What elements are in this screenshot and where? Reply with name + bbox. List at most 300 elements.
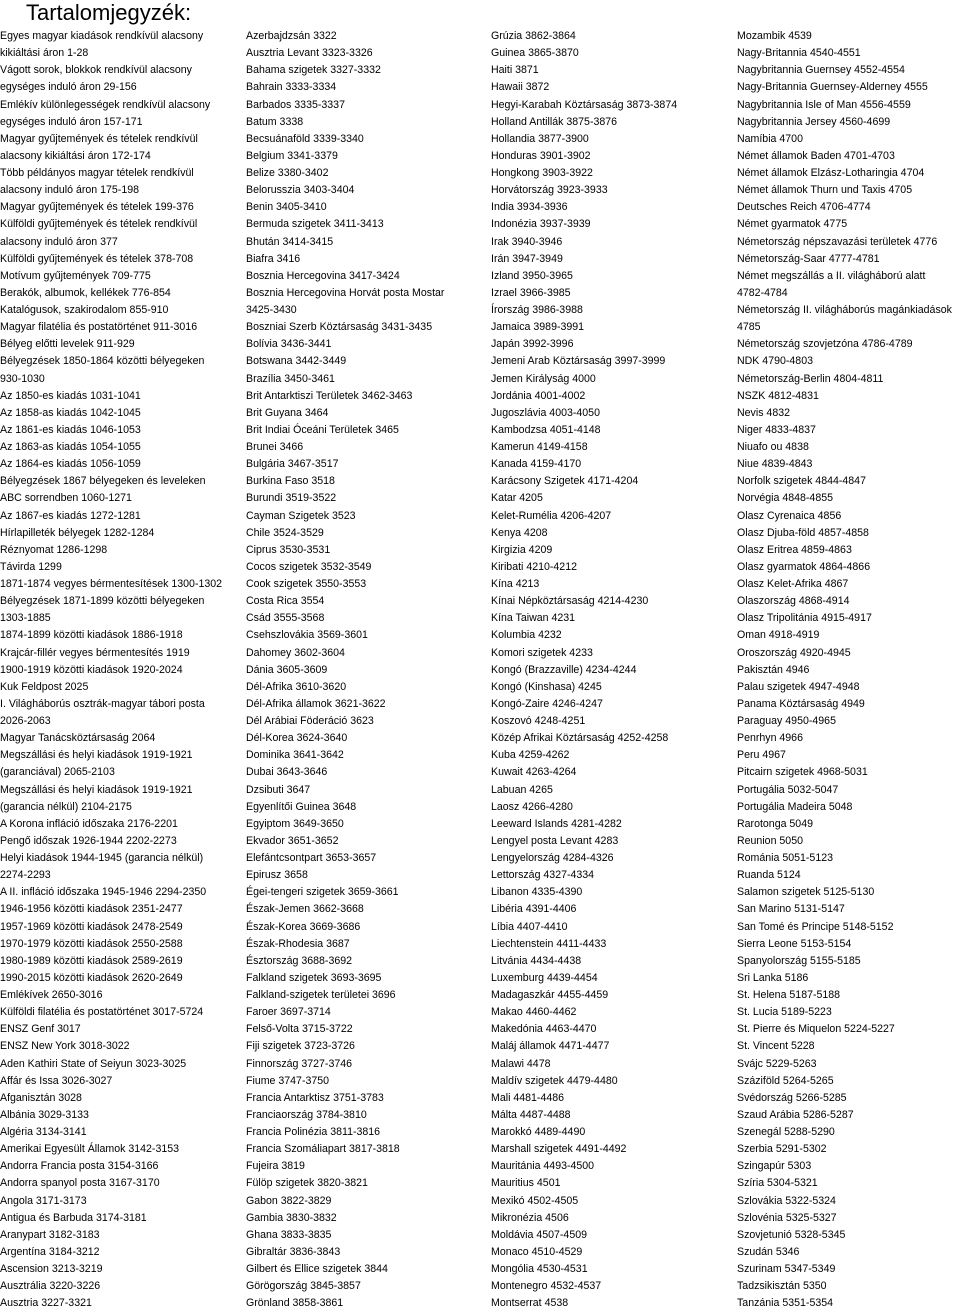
- toc-entry: Tadzsikisztán 5350: [737, 1280, 827, 1293]
- toc-entry: Bahama szigetek 3327-3332: [246, 64, 381, 77]
- toc-entry: Jemeni Arab Köztársaság 3997-3999: [491, 355, 666, 368]
- toc-entry: Argentína 3184-3212: [0, 1245, 100, 1258]
- toc-entry: (garanciával) 2065-2103: [0, 766, 115, 779]
- toc-entry: Németország szovjetzóna 4786-4789: [737, 338, 913, 351]
- toc-entry: Litvánia 4434-4438: [491, 954, 582, 967]
- toc-entry: India 3934-3936: [491, 201, 568, 214]
- toc-entry: Spanyolország 5155-5185: [737, 954, 861, 967]
- toc-entry: Dahomey 3602-3604: [246, 646, 345, 659]
- toc-entry: Külföldi gyűjtemények és tételek 378-708: [0, 252, 194, 265]
- toc-entry: Libanon 4335-4390: [491, 886, 583, 899]
- page-title: Tartalomjegyzék:: [26, 0, 192, 25]
- toc-entry: Barbados 3335-3337: [246, 98, 345, 111]
- toc-entry: Málta 4487-4488: [491, 1108, 571, 1121]
- toc-entry: Bulgária 3467-3517: [246, 458, 339, 471]
- toc-entry: Azerbajdzsán 3322: [246, 30, 337, 42]
- toc-entry: Oroszország 4920-4945: [737, 646, 851, 659]
- toc-entry: Nagy-Britannia 4540-4551: [737, 47, 861, 60]
- toc-entry: Sri Lanka 5186: [737, 971, 809, 984]
- toc-entry: Bhután 3414-3415: [246, 235, 334, 248]
- toc-entry: Fiume 3747-3750: [246, 1074, 330, 1087]
- toc-entry: Niuafo ou 4838: [737, 441, 809, 453]
- toc-entry: Szenegál 5288-5290: [737, 1126, 835, 1138]
- toc-entry: Bélyegzések 1867 bélyegeken és leveleken: [0, 475, 206, 488]
- toc-entry: Közép Afrikai Köztársaság 4252-4258: [491, 732, 669, 745]
- toc-entry: St. Helena 5187-5188: [737, 989, 841, 1001]
- toc-entry: Elefántcsontpart 3653-3657: [246, 852, 377, 864]
- toc-entry: Moldávia 4507-4509: [491, 1228, 588, 1241]
- toc-entry: Dominika 3641-3642: [246, 749, 344, 762]
- toc-entry: Paraguay 4950-4965: [737, 715, 836, 727]
- toc-entry: Mikronézia 4506: [491, 1211, 569, 1224]
- toc-entry: Becsuánaföld 3339-3340: [246, 132, 364, 145]
- toc-entry: Kongó (Kinshasa) 4245: [491, 680, 602, 693]
- toc-entry: egységes induló áron 157-171: [0, 115, 143, 128]
- toc-entry: Nagybritannia Isle of Man 4556-4559: [737, 98, 911, 111]
- toc-entry: Guinea 3865-3870: [491, 47, 579, 60]
- toc-entry: Indonézia 3937-3939: [491, 218, 591, 231]
- toc-entry: Németország-Berlin 4804-4811: [737, 372, 884, 385]
- toc-entry: Kolumbia 4232: [491, 629, 562, 642]
- toc-entry: 1874-1899 közötti kiadások 1886-1918: [0, 629, 183, 642]
- toc-entry: Dél-Afrika 3610-3620: [246, 680, 347, 693]
- toc-entry: Hongkong 3903-3922: [491, 167, 593, 179]
- toc-entry: Szlovénia 5325-5327: [737, 1211, 837, 1224]
- toc-entry: Izland 3950-3965: [491, 269, 573, 282]
- toc-entry: Grúzia 3862-3864: [491, 30, 576, 42]
- toc-entry: San Tomé és Principe 5148-5152: [737, 920, 894, 933]
- toc-entry: Német megszállás a II. világháború alatt: [737, 269, 926, 282]
- toc-entry: Burkina Faso 3518: [246, 475, 335, 488]
- toc-entry: Irak 3940-3946: [491, 235, 563, 248]
- toc-entry: Pakisztán 4946: [737, 663, 810, 676]
- toc-entry: Nagybritannia Guernsey 4552-4554: [737, 64, 905, 77]
- toc-entry: Maldív szigetek 4479-4480: [491, 1074, 618, 1087]
- toc-entry: Emlékív különlegességek rendkívül alacsony: [0, 98, 211, 111]
- toc-entry: Megszállási és helyi kiadások 1919-1921: [0, 783, 193, 796]
- toc-entry: Ekvador 3651-3652: [246, 834, 339, 847]
- toc-entry: 1980-1989 közötti kiadások 2589-2619: [0, 954, 183, 967]
- toc-entry: Kuk Feldpost 2025: [0, 680, 89, 693]
- toc-entry: Rarotonga 5049: [737, 817, 813, 830]
- toc-entry: 1900-1919 közötti kiadások 1920-2024: [0, 663, 183, 676]
- toc-entry: Az 1850-es kiadás 1031-1041: [0, 389, 141, 402]
- toc-entry: Ascension 3213-3219: [0, 1263, 103, 1275]
- toc-entry: Burundi 3519-3522: [246, 492, 337, 505]
- toc-entry: Bahrain 3333-3334: [246, 81, 337, 94]
- toc-entry: Német gyarmatok 4775: [737, 218, 848, 231]
- toc-entry: Mexikó 4502-4505: [491, 1194, 579, 1207]
- toc-entry: St. Pierre és Miquelon 5224-5227: [737, 1023, 895, 1036]
- toc-entry: Afganisztán 3028: [0, 1091, 82, 1104]
- toc-entry: Belgium 3341-3379: [246, 149, 338, 162]
- toc-entry: Nagy-Britannia Guernsey-Alderney 4555: [737, 81, 928, 94]
- toc-entry: Krajcár-fillér vegyes bérmentesítés 1919: [0, 646, 190, 659]
- toc-entry: Svédország 5266-5285: [737, 1091, 847, 1104]
- toc-entry: Penrhyn 4966: [737, 732, 803, 745]
- toc-entry: Libéria 4391-4406: [491, 903, 577, 916]
- toc-entry: Szudán 5346: [737, 1245, 800, 1258]
- toc-entry: Montserrat 4538: [491, 1297, 569, 1310]
- toc-entry: Kanada 4159-4170: [491, 458, 582, 471]
- toc-entry: Brit Antarktiszi Területek 3462-3463: [246, 389, 413, 402]
- toc-entry: Kenya 4208: [491, 526, 548, 539]
- toc-entry: Mongólia 4530-4531: [491, 1263, 588, 1275]
- toc-entry: Bosznia Hercegovina 3417-3424: [246, 269, 400, 282]
- toc-entry: Egyes magyar kiadások rendkívül alacsony: [0, 30, 204, 42]
- toc-entry: Jugoszlávia 4003-4050: [491, 406, 600, 419]
- toc-entry: Külföldi filatélia és postatörténet 3017-5724: [0, 1006, 204, 1019]
- toc-entry: Niger 4833-4837: [737, 423, 816, 436]
- toc-entry: Katar 4205: [491, 492, 543, 505]
- toc-entry: Fiji szigetek 3723-3726: [246, 1040, 355, 1053]
- toc-entry: Chile 3524-3529: [246, 526, 324, 539]
- toc-entry: Észak-Jemen 3662-3668: [246, 903, 364, 916]
- toc-entry: Koszovó 4248-4251: [491, 715, 586, 727]
- toc-entry: Karácsony Szigetek 4171-4204: [491, 475, 639, 488]
- toc-entry: ENSZ New York 3018-3022: [0, 1040, 130, 1053]
- toc-entry: 2026-2063: [0, 715, 51, 727]
- toc-entry: I. Világháborús osztrák-magyar tábori posta: [0, 697, 205, 710]
- toc-entry: Holland Antillák 3875-3876: [491, 115, 618, 128]
- toc-entry: Szovjetunió 5328-5345: [737, 1228, 846, 1241]
- toc-entry: Románia 5051-5123: [737, 852, 834, 864]
- toc-entry: Panama Köztársaság 4949: [737, 697, 865, 710]
- toc-entry: Egyiptom 3649-3650: [246, 817, 344, 830]
- toc-entry: 1303-1885: [0, 612, 51, 625]
- toc-entry: Az 1858-as kiadás 1042-1045: [0, 406, 141, 419]
- toc-entry: Olasz gyarmatok 4864-4866: [737, 560, 871, 573]
- toc-entry: Labuan 4265: [491, 783, 553, 796]
- toc-entry: Olasz Tripolitánia 4915-4917: [737, 612, 872, 625]
- toc-entry: Namíbia 4700: [737, 132, 803, 145]
- toc-entry: Andorra Francia posta 3154-3166: [0, 1160, 159, 1173]
- toc-entry: Kínai Népköztársaság 4214-4230: [491, 595, 649, 608]
- toc-entry: Irán 3947-3949: [491, 252, 563, 265]
- toc-entry: NSZK 4812-4831: [737, 389, 819, 402]
- toc-entry: Leeward Islands 4281-4282: [491, 817, 622, 830]
- toc-entry: Ausztria Levant 3323-3326: [246, 47, 373, 60]
- toc-entry: kikiáltási áron 1-28: [0, 47, 89, 60]
- toc-entry: Az 1864-es kiadás 1056-1059: [0, 458, 141, 471]
- toc-entry: 3425-3430: [246, 304, 297, 316]
- toc-entry: Ausztria 3227-3321: [0, 1297, 92, 1310]
- toc-entry: Oman 4918-4919: [737, 629, 820, 642]
- toc-entry: Cocos szigetek 3532-3549: [246, 560, 372, 573]
- toc-entry: Hegyi-Karabah Köztársaság 3873-3874: [491, 98, 678, 111]
- toc-entry: Lengyelország 4284-4326: [491, 852, 614, 864]
- toc-entry: Németország népszavazási területek 4776: [737, 235, 938, 248]
- toc-entry: Magyar gyűjtemények és tételek rendkívül: [0, 132, 198, 145]
- toc-entry: Magyar gyűjtemények és tételek 199-376: [0, 201, 194, 214]
- toc-entry: Botswana 3442-3449: [246, 355, 347, 368]
- toc-entry: 1957-1969 közötti kiadások 2478-2549: [0, 920, 183, 933]
- toc-entry: Hollandia 3877-3900: [491, 132, 589, 145]
- toc-entry: Kína Taiwan 4231: [491, 612, 576, 625]
- toc-entry: Az 1867-es kiadás 1272-1281: [0, 509, 141, 522]
- toc-entry: 930-1030: [0, 372, 45, 385]
- toc-entry: Észtország 3688-3692: [246, 954, 353, 967]
- toc-entry: Japán 3992-3996: [491, 338, 574, 351]
- toc-entry: Németország-Saar 4777-4781: [737, 252, 880, 265]
- toc-entry: Megszállási és helyi kiadások 1919-1921: [0, 749, 193, 762]
- toc-entry: Costa Rica 3554: [246, 595, 325, 608]
- toc-entry: Hawaii 3872: [491, 81, 550, 94]
- toc-entry: Andorra spanyol posta 3167-3170: [0, 1177, 160, 1190]
- toc-entry: Szíria 5304-5321: [737, 1177, 818, 1190]
- toc-entry: Dánia 3605-3609: [246, 663, 328, 676]
- toc-entry: Bolívia 3436-3441: [246, 338, 332, 351]
- toc-entry: Dél-Afrika államok 3621-3622: [246, 697, 386, 710]
- toc-entry: Angola 3171-3173: [0, 1194, 87, 1207]
- toc-entry: Haiti 3871: [491, 64, 539, 77]
- toc-entry: Olasz Cyrenaica 4856: [737, 509, 842, 522]
- toc-entry: Portugália 5032-5047: [737, 783, 839, 796]
- toc-entry: San Marino 5131-5147: [737, 903, 845, 916]
- toc-entry: Benin 3405-3410: [246, 201, 327, 214]
- toc-entry: Malawi 4478: [491, 1057, 551, 1070]
- toc-entry: Makedónia 4463-4470: [491, 1023, 597, 1036]
- toc-entry: Sierra Leone 5153-5154: [737, 937, 852, 950]
- toc-entry: Brit Guyana 3464: [246, 406, 329, 419]
- toc-entry: Pitcairn szigetek 4968-5031: [737, 766, 868, 779]
- toc-entry: Bélyegzések 1871-1899 közötti bélyegeken: [0, 595, 205, 608]
- toc-entry: A Korona infláció időszaka 2176-2201: [0, 817, 178, 830]
- toc-entry: Biafra 3416: [246, 252, 301, 265]
- toc-entry: Olasz Kelet-Afrika 4867: [737, 578, 849, 590]
- toc-entry: St. Lucia 5189-5223: [737, 1006, 832, 1019]
- toc-entry: Bélyeg előtti levelek 911-929: [0, 338, 135, 351]
- toc-entry: Észak-Rhodesia 3687: [246, 937, 350, 950]
- toc-entry: Belize 3380-3402: [246, 167, 329, 179]
- toc-entry: 1871-1874 vegyes bérmentesítések 1300-1302: [0, 578, 223, 590]
- toc-entry: Svájc 5229-5263: [737, 1057, 817, 1070]
- toc-entry: Kongó-Zaire 4246-4247: [491, 697, 603, 710]
- toc-entry: Bosznia Hercegovina Horvát posta Mostar: [246, 286, 445, 299]
- toc-entry: Több példányos magyar tételek rendkívül: [0, 167, 194, 179]
- toc-entry: Madagaszkár 4455-4459: [491, 989, 609, 1001]
- toc-entry: Honduras 3901-3902: [491, 149, 591, 162]
- toc-entry: Marshall szigetek 4491-4492: [491, 1143, 627, 1156]
- toc-entry: Palau szigetek 4947-4948: [737, 680, 860, 693]
- toc-entry: 4782-4784: [737, 286, 788, 299]
- toc-entry: Szaud Arábia 5286-5287: [737, 1108, 854, 1121]
- toc-entry: Ausztrália 3220-3226: [0, 1280, 101, 1293]
- toc-entry: Aden Kathiri State of Seiyun 3023-3025: [0, 1057, 187, 1070]
- toc-entry: Emlékívek 2650-3016: [0, 989, 103, 1001]
- toc-entry: Batum 3338: [246, 115, 304, 128]
- toc-entry: Albánia 3029-3133: [0, 1108, 89, 1121]
- toc-entry: Kamerun 4149-4158: [491, 441, 588, 453]
- toc-entry: 1946-1956 közötti kiadások 2351-2477: [0, 903, 183, 916]
- toc-entry: alacsony induló áron 175-198: [0, 184, 139, 197]
- toc-entry: NDK 4790-4803: [737, 355, 813, 368]
- toc-entry: Réznyomat 1286-1298: [0, 543, 108, 556]
- toc-entry: Bélyegzések 1850-1864 közötti bélyegeken: [0, 355, 205, 368]
- toc-entry: Mali 4481-4486: [491, 1091, 565, 1104]
- toc-column-2: [246, 28, 490, 1312]
- toc-entry: Bermuda szigetek 3411-3413: [246, 218, 384, 231]
- toc-entry: Lettország 4327-4334: [491, 869, 595, 882]
- toc-entry: Ghana 3833-3835: [246, 1228, 332, 1241]
- toc-entry: Gilbert és Ellice szigetek 3844: [246, 1263, 388, 1275]
- toc-entry: Portugália Madeira 5048: [737, 800, 853, 813]
- toc-entry: Pengő időszak 1926-1944 2202-2273: [0, 834, 177, 847]
- toc-entry: Norfolk szigetek 4844-4847: [737, 475, 866, 488]
- toc-entry: Szerbia 5291-5302: [737, 1143, 827, 1156]
- toc-entry: Francia Polinézia 3811-3816: [246, 1126, 381, 1138]
- toc-entry: 4785: [737, 321, 761, 334]
- toc-entry: Líbia 4407-4410: [491, 920, 568, 933]
- toc-entry: Makao 4460-4462: [491, 1006, 577, 1019]
- toc-entry: Reunion 5050: [737, 834, 803, 847]
- toc-entry: Külföldi gyűjtemények és tételek rendkívül: [0, 218, 198, 231]
- toc-entry: Marokkó 4489-4490: [491, 1126, 586, 1138]
- toc-entry: Kongó (Brazzaville) 4234-4244: [491, 663, 637, 676]
- toc-entry: Dél-Korea 3624-3640: [246, 732, 348, 745]
- toc-entry: Kirgizia 4209: [491, 543, 553, 556]
- toc-entry: Dubai 3643-3646: [246, 766, 328, 779]
- toc-entry: 2274-2293: [0, 869, 51, 882]
- toc-entry: Helyi kiadások 1944-1945 (garancia nélkül): [0, 852, 204, 864]
- toc-entry: Vágott sorok, blokkok rendkívül alacsony: [0, 64, 192, 77]
- toc-entry: ENSZ Genf 3017: [0, 1023, 81, 1036]
- toc-column-3: [491, 28, 736, 1312]
- toc-entry: Salamon szigetek 5125-5130: [737, 886, 875, 899]
- toc-entry: Magyar Tanácsköztársaság 2064: [0, 732, 156, 745]
- toc-entry: Az 1863-as kiadás 1054-1055: [0, 441, 141, 453]
- toc-entry: Jordánia 4001-4002: [491, 389, 586, 402]
- toc-entry: Falkland-szigetek területei 3696: [246, 989, 396, 1001]
- toc-entry: Távirda 1299: [0, 560, 62, 573]
- toc-entry: Cayman Szigetek 3523: [246, 509, 356, 522]
- toc-entry: Csehszlovákia 3569-3601: [246, 629, 368, 642]
- toc-entry: Motívum gyűjtemények 709-775: [0, 269, 151, 282]
- toc-entry: Dzsibuti 3647: [246, 783, 311, 796]
- toc-entry: A II. infláció időszaka 1945-1946 2294-2350: [0, 886, 207, 899]
- toc-entry: Szlovákia 5322-5324: [737, 1194, 836, 1207]
- toc-entry: Antigua és Barbuda 3174-3181: [0, 1211, 147, 1224]
- toc-entry: Francia Antarktisz 3751-3783: [246, 1091, 384, 1104]
- toc-entry: Mauritius 4501: [491, 1177, 561, 1190]
- toc-entry: Nagybritannia Jersey 4560-4699: [737, 115, 891, 128]
- toc-entry: Száziföld 5264-5265: [737, 1074, 834, 1087]
- toc-entry: Maláj államok 4471-4477: [491, 1040, 610, 1053]
- toc-entry: Felső-Volta 3715-3722: [246, 1023, 353, 1036]
- toc-entry: Horvátország 3923-3933: [491, 184, 608, 197]
- toc-entry: Észak-Korea 3669-3686: [246, 920, 361, 933]
- toc-entry: Montenegro 4532-4537: [491, 1280, 602, 1293]
- toc-entry: Jamaica 3989-3991: [491, 321, 585, 334]
- toc-entry: Hírlapilleték bélyegek 1282-1284: [0, 526, 155, 539]
- toc-entry: Amerikai Egyesült Államok 3142-3153: [0, 1143, 180, 1156]
- toc-entry: Fülöp szigetek 3820-3821: [246, 1177, 368, 1190]
- toc-entry: Ciprus 3530-3531: [246, 543, 331, 556]
- toc-entry: Magyar filatélia és postatörténet 911-3016: [0, 321, 198, 334]
- toc-entry: Brazília 3450-3461: [246, 372, 335, 385]
- toc-entry: alacsony induló áron 377: [0, 235, 118, 248]
- toc-entry: Nevis 4832: [737, 406, 790, 419]
- toc-entry: Liechtenstein 4411-4433: [491, 937, 607, 950]
- toc-entry: Affár és Issa 3026-3027: [0, 1074, 113, 1087]
- toc-entry: Az 1861-es kiadás 1046-1053: [0, 423, 141, 436]
- toc-entry: Olasz Eritrea 4859-4863: [737, 543, 852, 556]
- toc-entry: Luxemburg 4439-4454: [491, 971, 598, 984]
- toc-entry: Faroer 3697-3714: [246, 1006, 331, 1019]
- toc-entry: Boszniai Szerb Köztársaság 3431-3435: [246, 321, 433, 334]
- toc-entry: Németország II. világháborús magánkiadások: [737, 304, 952, 316]
- toc-entry: Monaco 4510-4529: [491, 1245, 583, 1258]
- toc-entry: Szingapúr 5303: [737, 1160, 812, 1173]
- toc-entry: Brunei 3466: [246, 441, 304, 453]
- toc-entry: 1990-2015 közötti kiadások 2620-2649: [0, 971, 183, 984]
- toc-entry: Franciaország 3784-3810: [246, 1108, 367, 1121]
- toc-entry: Kiribati 4210-4212: [491, 560, 577, 573]
- toc-entry: Grönland 3858-3861: [246, 1297, 344, 1310]
- toc-entry: Mauritánia 4493-4500: [491, 1160, 595, 1173]
- toc-entry: Szurinam 5347-5349: [737, 1263, 836, 1275]
- toc-entry: Francia Szomáliapart 3817-3818: [246, 1143, 400, 1156]
- toc-entry: Mozambik 4539: [737, 30, 812, 42]
- toc-entry: Gambia 3830-3832: [246, 1211, 337, 1224]
- toc-entry: Ruanda 5124: [737, 869, 801, 882]
- toc-entry: (garancia nélkül) 2104-2175: [0, 800, 132, 813]
- toc-column-1: [0, 28, 245, 1312]
- toc-entry: Izrael 3966-3985: [491, 286, 571, 299]
- toc-entry: Algéria 3134-3141: [0, 1126, 87, 1138]
- toc-entry: Német államok Elzász-Lotharingia 4704: [737, 167, 925, 179]
- toc-entry: Égei-tengeri szigetek 3659-3661: [246, 886, 399, 899]
- toc-entry: Írország 3986-3988: [491, 304, 583, 316]
- toc-entry: Egyenlítői Guinea 3648: [246, 800, 357, 813]
- toc-entry: Deutsches Reich 4706-4774: [737, 201, 871, 214]
- toc-entry: St. Vincent 5228: [737, 1040, 815, 1053]
- toc-entry: Lengyel posta Levant 4283: [491, 834, 619, 847]
- toc-entry: Peru 4967: [737, 749, 786, 762]
- toc-entry: ABC sorrendben 1060-1271: [0, 492, 132, 505]
- toc-entry: Gabon 3822-3829: [246, 1194, 332, 1207]
- toc-entry: 1970-1979 közötti kiadások 2550-2588: [0, 937, 183, 950]
- toc-entry: Niue 4839-4843: [737, 458, 813, 471]
- toc-entry: Jemen Királyság 4000: [491, 372, 596, 385]
- toc-entry: Görögország 3845-3857: [246, 1280, 361, 1293]
- toc-entry: Tanzánia 5351-5354: [737, 1297, 834, 1310]
- toc-entry: Dél Arábiai Föderáció 3623: [246, 715, 374, 727]
- toc-entry: Fujeira 3819: [246, 1160, 305, 1173]
- toc-entry: Kína 4213: [491, 578, 540, 590]
- toc-entry: Olaszország 4868-4914: [737, 595, 850, 608]
- toc-entry: Komori szigetek 4233: [491, 646, 593, 659]
- toc-entry: egységes induló áron 29-156: [0, 81, 137, 94]
- toc-entry: Belorusszia 3403-3404: [246, 184, 355, 197]
- toc-entry: Epirusz 3658: [246, 869, 308, 882]
- toc-entry: Gibraltár 3836-3843: [246, 1245, 341, 1258]
- toc-entry: Katalógusok, szakirodalom 855-910: [0, 304, 169, 316]
- toc-entry: Aranypart 3182-3183: [0, 1228, 100, 1241]
- toc-entry: Kelet-Rumélia 4206-4207: [491, 509, 612, 522]
- toc-entry: Norvégia 4848-4855: [737, 492, 834, 505]
- toc-entry: Laosz 4266-4280: [491, 800, 573, 813]
- toc-entry: Finnország 3727-3746: [246, 1057, 353, 1070]
- toc-entry: Német államok Baden 4701-4703: [737, 149, 895, 162]
- toc-entry: Falkland szigetek 3693-3695: [246, 971, 382, 984]
- toc-entry: Kuba 4259-4262: [491, 749, 570, 762]
- toc-entry: Kuwait 4263-4264: [491, 766, 577, 779]
- toc-entry: Olasz Djuba-föld 4857-4858: [737, 526, 869, 539]
- toc-entry: Berakók, albumok, kellékek 776-854: [0, 286, 171, 299]
- toc-entry: Német államok Thurn und Taxis 4705: [737, 184, 913, 197]
- toc-column-4: [737, 28, 960, 1312]
